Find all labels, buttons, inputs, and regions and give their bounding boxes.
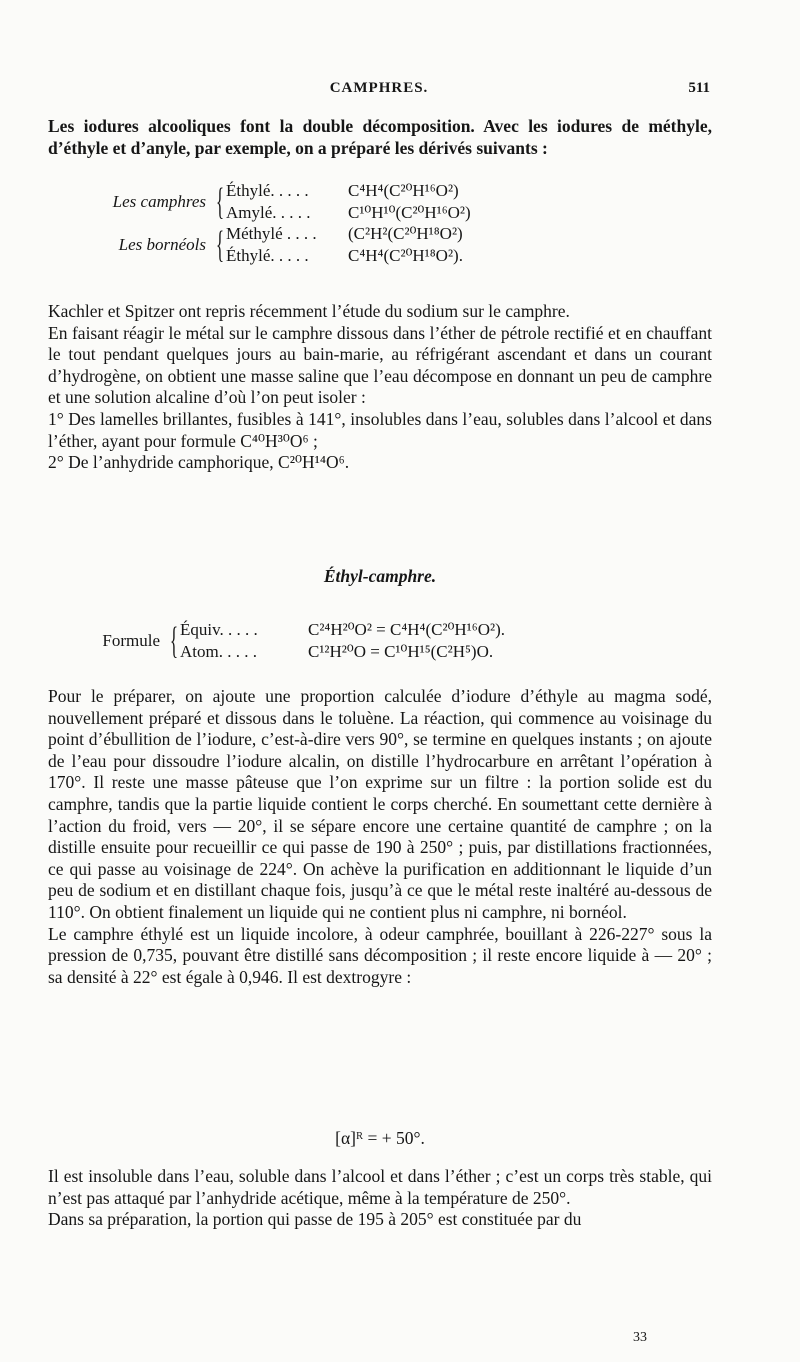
borneols-label: Les bornéols bbox=[118, 234, 206, 254]
formula-row bbox=[180, 619, 505, 641]
derivative-row bbox=[226, 180, 471, 202]
derivative-name: Éthylé. . . . . bbox=[226, 245, 309, 265]
formula-kind: Atom. . . . . bbox=[180, 641, 257, 661]
running-title: CAMPHRES. bbox=[329, 80, 429, 96]
formula-block bbox=[70, 619, 505, 662]
formula-label: Formule bbox=[102, 630, 160, 650]
section-heading bbox=[48, 566, 712, 587]
derivative-formula: (C²H²(C²⁰H¹⁸O²) bbox=[348, 224, 463, 243]
rotation-formula bbox=[48, 1128, 712, 1149]
formula-kind: Équiv. . . . . bbox=[180, 620, 258, 639]
derivative-row bbox=[226, 202, 471, 224]
list-item-2: 2° De l’anhydride camphorique, C²⁰H¹⁴O⁶. bbox=[48, 452, 350, 473]
paragraph-text: Dans sa préparation, la portion qui passe de 195 à 205° est constituée par du bbox=[48, 1209, 582, 1230]
body-text-2 bbox=[48, 686, 712, 988]
derivative-name: Éthylé. . . . . bbox=[226, 181, 309, 200]
brace: { bbox=[215, 223, 225, 266]
list-item-1: 1° Des lamelles brillantes, fusibles à 141°, insolubles dans l’eau, solubles dans l’alcool et dans l’éther, ayant pour formule C⁴⁰H³⁰O⁶ ; bbox=[48, 408, 712, 451]
derivative-formula: C⁴H⁴(C²⁰H¹⁸O²). bbox=[348, 245, 463, 265]
signature-mark: 33 bbox=[633, 1330, 647, 1345]
section-title: Éthyl-camphre. bbox=[323, 566, 437, 586]
paragraph-text: En faisant réagir le métal sur le camphre dissous dans l’éther de pétrole rectifié et en chauffant le tout pendant quelques jours au bain-marie, au réfrigérant ascendant et dans un courant d’hydrogène, on obtient une masse saline que l’eau décompose en donnant un peu de camphre et une solution alcaline d’où l’on peut isoler : bbox=[48, 322, 712, 408]
paragraph-text: Pour le préparer, on ajoute une proportion calculée d’iodure d’éthyle au magma sodé, nouvellement préparé et dissous dans le toluène. La réaction, qui commence au voisinage du point d’ébullition de l’iodure, c’est-à-dire vers 90°, se termine en quelques instants ; on ajoute de l’eau pour dissoudre l’iodure alcalin, on distille l’hydrocarbure en arrêtant l’opération à 170°. Il reste une masse pâteuse que l’on exprime sur un filtre : la portion solide est du camphre, tandis que la partie liquide contient le corps cherché. En soumettant cette dernière à l’action du froid, vers — 20°, il se sépare encore une certaine quantité de camphre ; on la distille ensuite pour recueillir ce qui passe de 190 à 250° ; puis, par distillations fractionnées, ce qui passe au voisinage de 224°. On achève la purification en additionnant le liquide d’un peu de sodium et en distillant chaque fois, jusqu’à ce que le métal reste inaltéré au-dessous de 110°. On obtient finalement un liquide qui ne contient plus ni camphre, ni bornéol. bbox=[48, 686, 712, 922]
formula-value: C¹²H²⁰O = C¹⁰H¹⁵(C²H⁵)O. bbox=[308, 641, 494, 661]
page-number: 511 bbox=[688, 80, 710, 96]
formula-value: C²⁴H²⁰O² = C⁴H⁴(C²⁰H¹⁶O²). bbox=[308, 620, 505, 639]
body-text-3 bbox=[48, 1166, 712, 1231]
rotation-value: [α]ᴿ = + 50°. bbox=[335, 1128, 425, 1148]
derivative-name: Méthylé . . . . bbox=[226, 224, 317, 243]
formula-group bbox=[70, 619, 505, 662]
brace: { bbox=[169, 619, 179, 662]
paragraph-text: Les iodures alcooliques font la double décomposition. Avec les iodures de méthyle, d’éthyle et d’anyle, par exemple, on a préparé les dérivés suivants : bbox=[48, 116, 712, 158]
derivative-row bbox=[226, 223, 463, 245]
formula-row bbox=[180, 641, 505, 663]
body-text-1 bbox=[48, 301, 712, 474]
borneols-group bbox=[82, 223, 471, 266]
brace: { bbox=[215, 180, 225, 223]
camphres-label: Les camphres bbox=[112, 191, 206, 211]
derivative-name: Amylé. . . . . bbox=[226, 202, 311, 222]
paragraph-text: Kachler et Spitzer ont repris récemment l’étude du sodium sur le camphre. bbox=[48, 301, 570, 321]
derivatives-table bbox=[82, 180, 471, 266]
paragraph-text: Le camphre éthylé est un liquide incolore, à odeur camphrée, bouillant à 226-227° sous la pression de 0,735, pouvant être distillé sans décomposition ; il reste encore liquide à — 20° ; sa densité à 22° est égale à 0,946. Il est dextrogyre : bbox=[48, 923, 712, 987]
derivative-formula: C¹⁰H¹⁰(C²⁰H¹⁶O²) bbox=[348, 202, 471, 222]
derivative-formula: C⁴H⁴(C²⁰H¹⁶O²) bbox=[348, 181, 459, 200]
camphres-group bbox=[82, 180, 471, 223]
derivative-row bbox=[226, 245, 463, 267]
page-header bbox=[48, 80, 710, 104]
paragraph-intro bbox=[48, 116, 712, 159]
paragraph-text: Il est insoluble dans l’eau, soluble dans l’alcool et dans l’éther ; c’est un corps très stable, qui n’est pas attaqué par l’anhydride acétique, même à la température de 250°. bbox=[48, 1166, 712, 1208]
